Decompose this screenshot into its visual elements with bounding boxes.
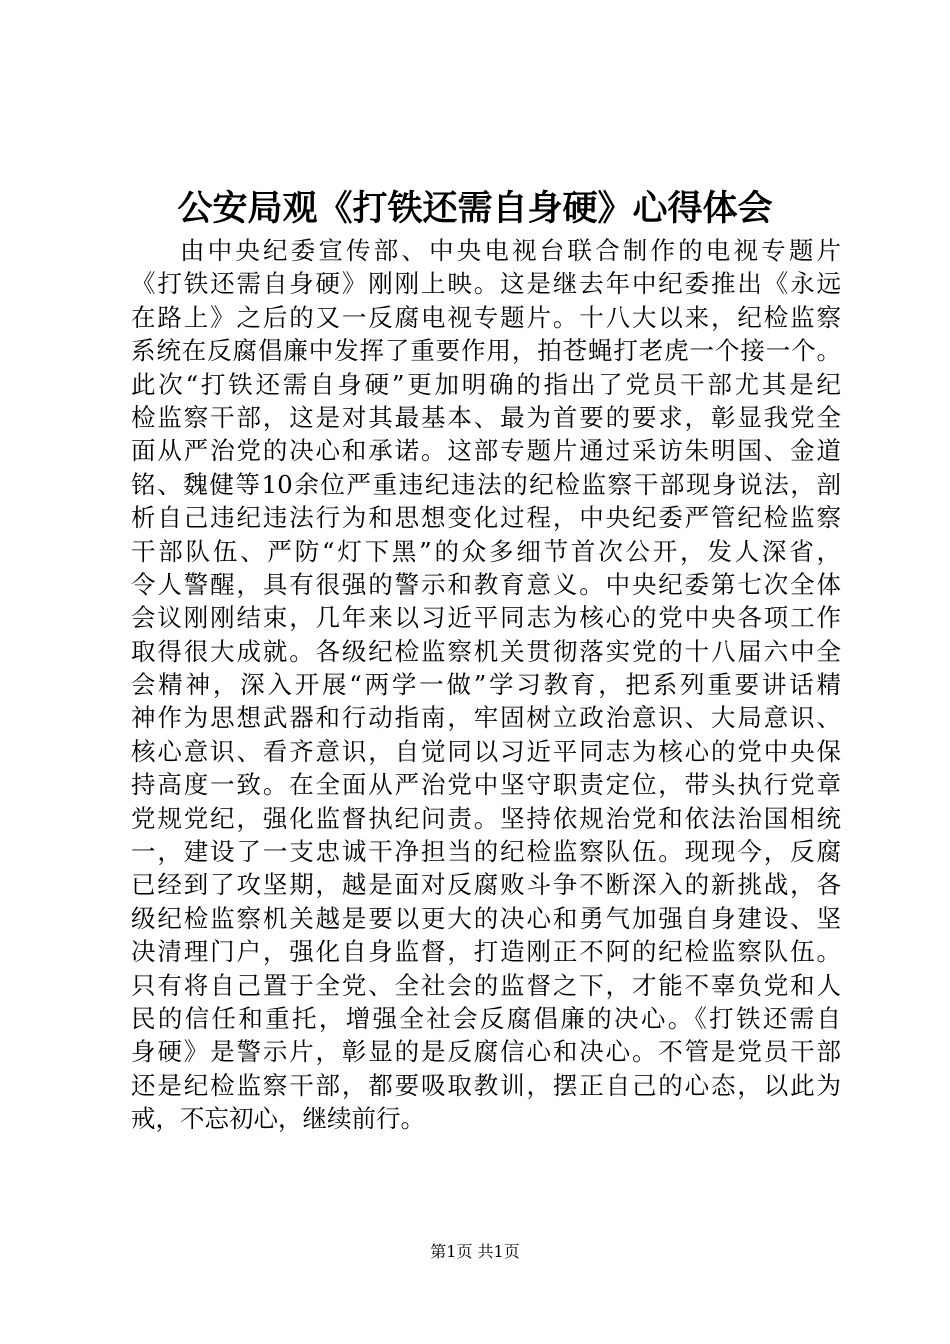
body-line: 决清理门户，强化自身监督，打造刚正不阿的纪检监察队伍。 [131, 937, 841, 967]
body-line: 令人警醒，具有很强的警示和教育意义。中央纪委第七次全体 [131, 569, 841, 599]
page-footer: 第1页 共1页 [430, 1242, 520, 1261]
body-line: 在路上》之后的又一反腐电视专题片。十八大以来，纪检监察 [131, 302, 841, 332]
body-line: 《打铁还需自身硬》刚刚上映。这是继去年中纪委推出《永远 [131, 269, 841, 299]
body-line: 析自己违纪违法行为和思想变化过程，中央纪委严管纪检监察 [131, 503, 841, 533]
body-line: 党规党纪，强化监督执纪问责。坚持依规治党和依法治国相统 [131, 803, 841, 833]
body-line: 民的信任和重托，增强全社会反腐倡廉的决心。《打铁还需自 [131, 1003, 841, 1033]
body-line: 会精神，深入开展“两学一做”学习教育，把系列重要讲话精 [131, 670, 841, 700]
document-body [131, 234, 841, 1136]
body-line: 戒，不忘初心，继续前行。 [131, 1104, 425, 1134]
body-line: 持高度一致。在全面从严治党中坚守职责定位，带头执行党章 [131, 770, 841, 800]
body-line: 取得很大成就。各级纪检监察机关贯彻落实党的十八届六中全 [131, 636, 841, 666]
body-line: 只有将自己置于全党、全社会的监督之下，才能不辜负党和人 [131, 970, 841, 1000]
body-line: 已经到了攻坚期，越是面对反腐败斗争不断深入的新挑战，各 [131, 870, 841, 900]
body-line: 此次“打铁还需自身硬”更加明确的指出了党员干部尤其是纪 [131, 369, 841, 399]
body-line: 检监察干部，这是对其最基本、最为首要的要求，彰显我党全 [131, 402, 841, 432]
body-line: 身硬》是警示片，彰显的是反腐信心和决心。不管是党员干部 [131, 1037, 841, 1067]
body-line: 由中央纪委宣传部、中央电视台联合制作的电视专题片 [180, 236, 841, 265]
body-line: 系统在反腐倡廉中发挥了重要作用，拍苍蝇打老虎一个接一个。 [131, 336, 841, 366]
body-line: 铭、魏健等10余位严重违纪违法的纪检监察干部现身说法，剖 [131, 469, 841, 499]
body-line: 面从严治党的决心和承诺。这部专题片通过采访朱明国、金道 [131, 436, 841, 466]
body-line: 级纪检监察机关越是要以更大的决心和勇气加强自身建设、坚 [131, 903, 841, 933]
body-line: 还是纪检监察干部，都要吸取教训，摆正自己的心态，以此为 [131, 1070, 841, 1100]
body-line: 干部队伍、严防“灯下黑”的众多细节首次公开，发人深省， [131, 536, 841, 566]
body-line: 核心意识、看齐意识，自觉同以习近平同志为核心的党中央保 [131, 736, 841, 766]
body-line: 会议刚刚结束，几年来以习近平同志为核心的党中央各项工作 [131, 603, 841, 633]
document-title: 公安局观《打铁还需自身硬》心得体会 [177, 188, 773, 229]
body-line: 神作为思想武器和行动指南，牢固树立政治意识、大局意识、 [131, 703, 841, 733]
body-line: 一，建设了一支忠诚干净担当的纪检监察队伍。现现今，反腐 [131, 837, 841, 867]
